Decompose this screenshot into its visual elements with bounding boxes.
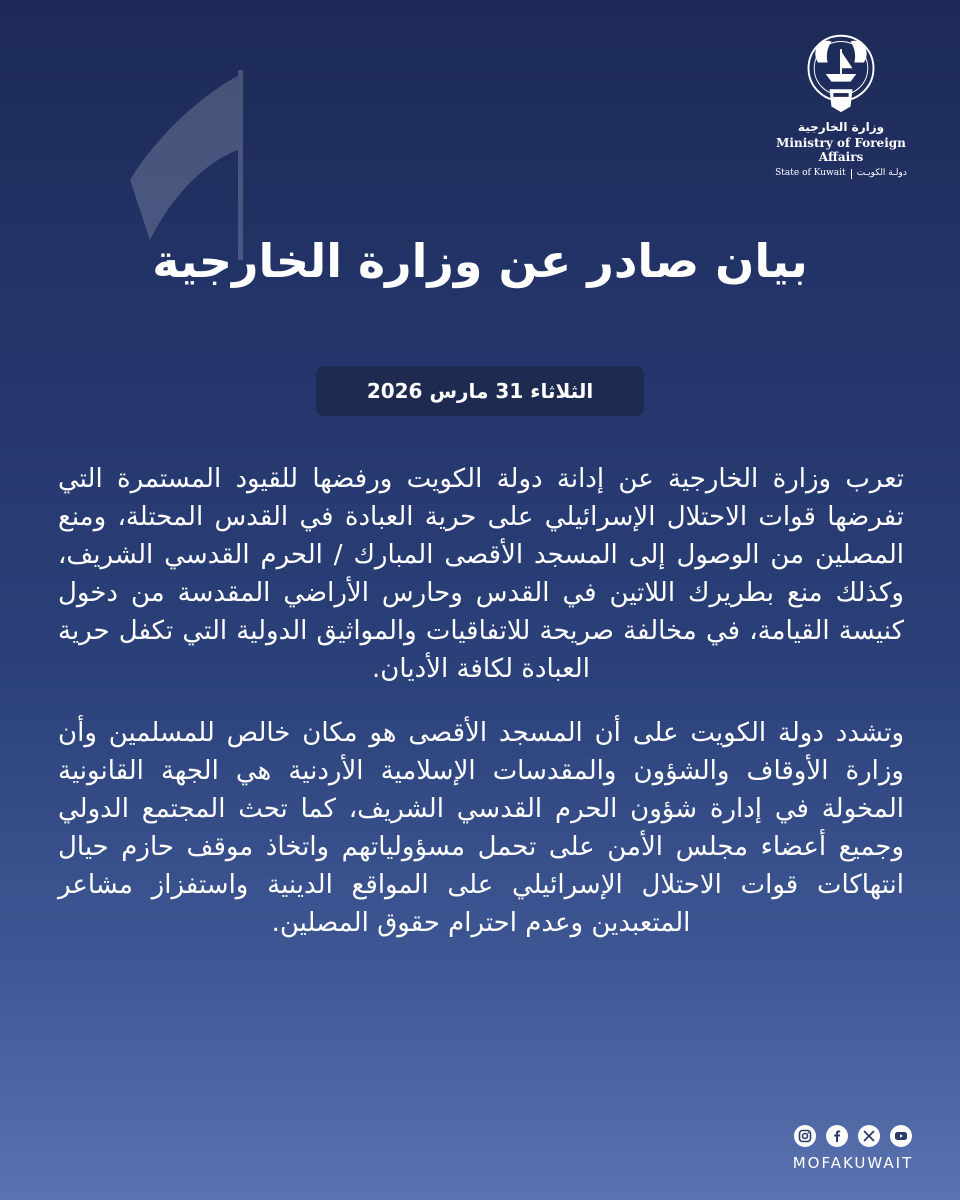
social-icons [780,1125,926,1147]
logo-english-text: Ministry of Foreign Affairs [776,136,906,164]
social-footer [780,1125,926,1172]
youtube-icon[interactable] [890,1125,912,1147]
instagram-icon[interactable] [794,1125,816,1147]
statement-paragraph: وتشدد دولة الكويت على أن المسجد الأقصى هو مكان خالص للمسلمين وأن وزارة الأوقاف والشؤون والمقدسات الإسلامية الأردنية هي الجهة القانونية المخولة في إدارة شؤون الحرم القدسي الشريف، كما تحث المجتمع الدولي وجميع أعضاء مجلس الأمن على تحمل مسؤولياتهم واتخاذ موقف حازم حيال انتهاكات قوات الاحتلال الإسرائيلي على المواقع الدينية واستفزاز مشاعر المتعبدين وعدم احترام حقوق المصلين. [58,718,904,938]
facebook-icon[interactable] [826,1125,848,1147]
state-arabic: دولـة الكويـت [856,168,907,178]
statement-body [58,460,904,968]
social-handle: MOFAKUWAIT [792,1154,914,1172]
logo-arabic-text: وزارة الخارجية [797,120,885,134]
kuwait-emblem-icon [802,30,880,116]
date-text: الثلاثاء 31 مارس 2026 [366,379,594,403]
state-separator [851,169,852,179]
ministry-logo [756,30,926,179]
state-line [756,168,926,179]
statement-paragraph: تعرب وزارة الخارجية عن إدانة دولة الكويت ورفضها للقيود المستمرة التي تفرضها قوات الاحتلال الإسرائيلي على حرية العبادة في القدس المحتلة، ومنع المصلين من الوصول إلى المسجد الأقصى المبارك / الحرم القدسي الشريف، وكذلك منع بطريرك اللاتين في القدس وحارس الأراضي المقدسة من دخول كنيسة القيامة، في مخالفة صريحة للاتفاقيات والمواثيق الدولية التي تكفل حرية العبادة لكافة الأديان. [58,464,904,684]
state-english: State of Kuwait [775,168,846,178]
x-icon[interactable] [858,1125,880,1147]
page-title: بيان صادر عن وزارة الخارجية [152,234,808,288]
date-badge [316,366,644,416]
